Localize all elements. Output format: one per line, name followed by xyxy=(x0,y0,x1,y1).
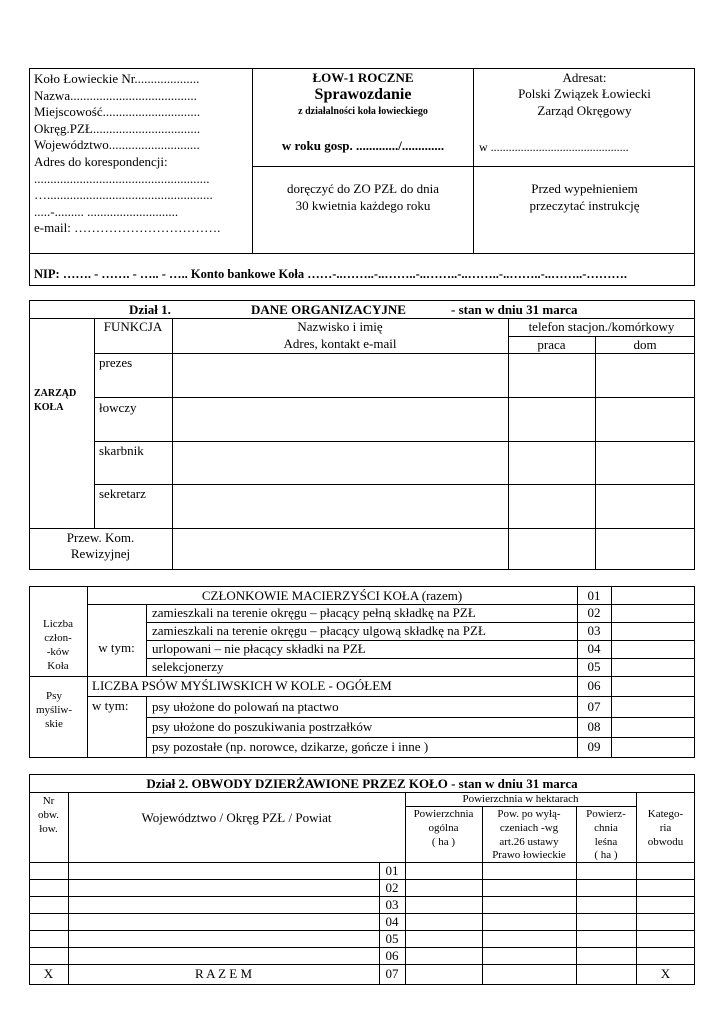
delivery-deadline: doręczyć do ZO PZŁ do dnia xyxy=(287,181,439,196)
role-audit-chair-2: Rewizyjnej xyxy=(70,546,131,561)
dogs-label: Psy xyxy=(46,690,62,702)
row-code: 04 xyxy=(587,641,601,656)
group-board: ZARZĄD xyxy=(34,388,77,399)
instruction-note: Przed wypełnieniem xyxy=(531,181,638,196)
row-code: 07 xyxy=(587,699,601,714)
group-board-2: KOŁA xyxy=(34,402,64,413)
row-code: 01 xyxy=(587,588,601,603)
col-nr-2: obw. xyxy=(38,809,59,821)
row-code: 03 xyxy=(587,623,601,638)
section2-title: Dział 2. OBWODY DZIERŻAWIONE PRZEZ KOŁO - stan w dniu 31 marca xyxy=(146,776,578,791)
row-code: 09 xyxy=(587,739,601,754)
field-line[interactable]: e-mail: ……………………………. xyxy=(34,220,221,236)
year-field[interactable]: w roku gosp. ............./............. xyxy=(281,138,445,153)
section1-number: Dział 1. xyxy=(129,302,171,317)
addressee-board: Zarząd Okręgowy xyxy=(537,103,632,118)
row-code: 01 xyxy=(385,863,399,878)
col-area-forest-2: chnia xyxy=(594,822,618,834)
delivery-deadline-date: 30 kwietnia każdego roku xyxy=(295,198,431,213)
row-code: 04 xyxy=(385,914,399,929)
sum-label: R A Z E M xyxy=(194,966,253,981)
col-area-excl: Pow. po wyłą- xyxy=(497,808,561,820)
form-subtitle: z działalności koła łowieckiego xyxy=(298,106,428,117)
field-line[interactable]: Województwo............................ xyxy=(34,137,200,153)
col-area-excl-2: czeniach -wg xyxy=(499,822,559,834)
row-code: 03 xyxy=(385,897,399,912)
members-label: Liczba xyxy=(43,618,73,630)
role-treasurer: skarbnik xyxy=(99,443,144,458)
members-value-input[interactable] xyxy=(612,587,694,757)
col-phone: telefon stacjon./komórkowy xyxy=(528,319,675,334)
row-code: 07 xyxy=(385,966,399,981)
hunting-area-rows-input[interactable] xyxy=(30,863,694,964)
row-code: 06 xyxy=(587,678,601,693)
addressee-org: Polski Związek Łowiecki xyxy=(518,86,651,101)
role-audit-chair: Przew. Kom. xyxy=(66,530,135,545)
role-president: prezes xyxy=(99,355,133,370)
col-address: Adres, kontakt e-mail xyxy=(283,336,397,351)
form-title: Sprawozdanie xyxy=(314,86,412,103)
members-wtym: w tym: xyxy=(98,640,135,655)
col-area: Powierzchnia w hektarach xyxy=(462,793,579,805)
col-category-3: obwodu xyxy=(647,836,684,848)
col-category-2: ria xyxy=(659,822,672,834)
form-code: ŁOW-1 ROCZNE xyxy=(312,70,414,85)
members-total: CZŁONKOWIE MACIERZYŚCI KOŁA (razem) xyxy=(201,588,463,603)
col-area-excl-4: Prawo łowieckie xyxy=(492,849,566,861)
col-phone-home: dom xyxy=(633,337,657,352)
col-area-total: Powierzchnia xyxy=(413,808,474,820)
section1-date: - stan w dniu 31 marca xyxy=(451,302,578,317)
field-line[interactable]: …................................................... xyxy=(34,187,213,203)
koło-info-fields[interactable] xyxy=(34,71,220,237)
col-name: Nazwisko i imię xyxy=(297,319,383,334)
members-label-4: Koła xyxy=(47,660,69,672)
members-label-3: -ków xyxy=(46,646,70,658)
field-line[interactable]: Okręg.PZŁ................................. xyxy=(34,120,201,136)
col-region: Województwo / Okręg PZŁ / Powiat xyxy=(141,810,332,825)
row-code: 02 xyxy=(385,880,399,895)
col-nr-3: łow. xyxy=(39,823,58,835)
sum-x-right: X xyxy=(660,966,671,981)
row-code: 08 xyxy=(587,719,601,734)
dogs-row: psy ułożone do polowań na ptactwo xyxy=(152,699,339,714)
col-area-forest: Powierz- xyxy=(586,808,626,820)
col-area-forest-4: ( ha ) xyxy=(594,849,618,861)
col-category: Katego- xyxy=(647,808,684,820)
field-line[interactable]: ...................................................... xyxy=(34,170,210,186)
field-line[interactable]: Nazwa....................................... xyxy=(34,87,197,103)
sum-x-left: X xyxy=(43,966,54,981)
row-code: 02 xyxy=(587,605,601,620)
row-code: 05 xyxy=(587,659,601,674)
dogs-total: LICZBA PSÓW MYŚLIWSKICH W KOLE - OGÓŁEM xyxy=(92,678,392,693)
col-nr: Nr xyxy=(42,795,55,807)
field-line: Adres do korespondencji: xyxy=(34,153,168,169)
field-line[interactable]: .....-......... ............................ xyxy=(34,203,179,219)
section1-title: DANE ORGANIZACYJNE xyxy=(251,302,406,317)
col-area-total-2: ogólna xyxy=(428,822,459,834)
row-code: 05 xyxy=(385,931,399,946)
col-phone-work: praca xyxy=(537,337,566,352)
dogs-row: psy ułożone do poszukiwania postrzałków xyxy=(152,719,373,734)
dogs-wtym: w tym: xyxy=(92,698,129,713)
members-row: selekcjonerzy xyxy=(152,659,224,674)
addressee-label: Adresat: xyxy=(562,70,607,85)
members-label-2: człon- xyxy=(44,632,72,644)
dogs-label-3: skie xyxy=(45,718,63,730)
instruction-note-2: przeczytać instrukcję xyxy=(529,198,640,213)
members-row: urlopowani – nie płacący składki na PZŁ xyxy=(152,641,366,656)
row-code: 06 xyxy=(385,948,399,963)
col-area-total-3: ( ha ) xyxy=(431,836,456,848)
col-area-forest-3: leśna xyxy=(594,836,618,848)
members-row: zamieszkali na terenie okręgu – płacący ulgową składkę na PZŁ xyxy=(152,623,486,638)
field-line[interactable]: Koło Łowieckie Nr.................... xyxy=(34,71,200,86)
field-line[interactable]: Miejscowość.............................. xyxy=(34,104,201,120)
nip-bank-account-field[interactable]: NIP: ……. - ……. - ….. - ….. Konto bankowe Koła ……-..……..-..……..-..……..-..……..-..……..-..……..-………. xyxy=(34,267,628,281)
addressee-location-field[interactable]: w .............................................. xyxy=(479,140,629,154)
col-function: FUNKCJA xyxy=(103,319,163,334)
col-area-excl-3: art.26 ustawy xyxy=(499,836,559,848)
role-secretary: sekretarz xyxy=(99,486,146,501)
members-row: zamieszkali na terenie okręgu – płacący pełną składkę na PZŁ xyxy=(152,605,476,620)
dogs-row: psy pozostałe (np. norowce, dzikarze, gończe i inne ) xyxy=(152,739,429,754)
dogs-label-2: myśliw- xyxy=(35,704,73,716)
role-hunt-master: łowczy xyxy=(99,400,137,415)
